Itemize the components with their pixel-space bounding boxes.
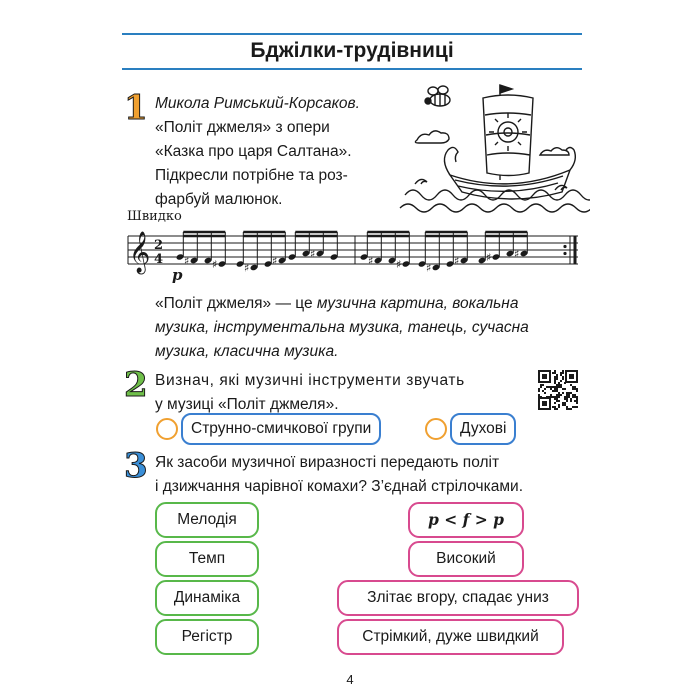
task-3-line-2: і дзижчання чарівної комахи? З’єднай стрілочками. <box>155 478 523 495</box>
qr-cell <box>558 400 560 402</box>
qr-cell <box>542 384 544 386</box>
task-2-text <box>155 369 525 417</box>
qr-cell <box>564 402 566 404</box>
sharp-sign: ♯ <box>514 247 520 261</box>
task-1-line-5: фарбуй малюнок. <box>155 191 283 208</box>
right-item-high[interactable]: Високий <box>408 541 524 577</box>
qr-cell <box>558 406 560 408</box>
task-3-line-1: Як засоби музичної виразності передають політ <box>155 454 500 471</box>
qr-cell <box>570 392 572 394</box>
qr-cell <box>554 376 556 378</box>
qr-cell <box>564 388 566 390</box>
option-2-box[interactable]: Духові <box>450 413 516 445</box>
notes-group <box>176 232 529 275</box>
title-top-rule <box>122 33 582 35</box>
qr-cell <box>566 392 568 394</box>
qr-cell <box>554 396 556 398</box>
qr-cell <box>558 384 560 386</box>
sharp-sign: ♯ <box>212 258 218 271</box>
qr-cell <box>576 390 578 392</box>
sharp-sign: ♯ <box>454 254 460 268</box>
option-1-box[interactable]: Струнно-смичкової групи <box>181 413 381 445</box>
qr-cell <box>542 390 544 392</box>
qr-cell <box>556 400 558 402</box>
qr-cell <box>576 402 578 404</box>
qr-cell <box>564 398 566 400</box>
qr-cell <box>566 394 568 396</box>
qr-cell <box>566 398 568 400</box>
qr-cell <box>566 400 568 402</box>
qr-cell <box>570 408 572 410</box>
qr-cell <box>550 388 552 390</box>
qr-cell <box>572 386 574 388</box>
bee-icon <box>425 86 450 106</box>
qr-cell <box>570 400 572 402</box>
task-1-line-2 <box>155 116 395 140</box>
task-2-number: 2 <box>124 365 148 405</box>
qr-cell <box>544 392 546 394</box>
qr-cell <box>568 394 570 396</box>
options-line-2[interactable]: музика, інструментальна музика, танець, сучасна <box>155 319 529 336</box>
qr-cell <box>554 398 556 400</box>
qr-cell <box>552 372 554 374</box>
qr-cell <box>566 406 568 408</box>
qr-cell <box>552 406 554 408</box>
sharp-sign: ♯ <box>486 251 492 264</box>
qr-cell <box>556 396 558 398</box>
qr-cell <box>546 386 548 388</box>
qr-cell <box>556 376 558 378</box>
sharp-sign: ♯ <box>426 261 432 275</box>
task-1-line-4: Підкресли потрібне та роз- <box>155 167 348 184</box>
time-signature-top: 2 <box>154 238 164 253</box>
qr-cell <box>552 386 554 388</box>
qr-cell <box>554 378 556 380</box>
option-1-radio[interactable] <box>156 418 178 440</box>
qr-cell <box>564 396 566 398</box>
qr-cell <box>554 388 556 390</box>
qr-cell <box>576 388 578 390</box>
task-1-text <box>155 92 395 212</box>
qr-cell <box>576 398 578 400</box>
left-item-melody[interactable]: Мелодія <box>155 502 259 538</box>
qr-cell <box>562 370 564 372</box>
options-prefix: «Політ джмеля» — це <box>155 295 317 312</box>
qr-cell <box>554 390 556 392</box>
qr-cell <box>540 386 542 388</box>
qr-cell <box>570 398 572 400</box>
qr-cell <box>554 386 556 388</box>
left-item-register[interactable]: Регістр <box>155 619 259 655</box>
options-line-3[interactable]: музика, класична музика. <box>155 343 339 360</box>
qr-cell <box>558 396 560 398</box>
left-item-dynamics[interactable]: Динаміка <box>155 580 259 616</box>
qr-cell <box>570 384 572 386</box>
qr-cell <box>550 386 552 388</box>
right-item-swift[interactable]: Стрімкий, дуже швидкий <box>337 619 564 655</box>
right-item-dynamics-pattern[interactable]: p < f > p <box>408 502 524 538</box>
qr-cell <box>572 394 574 396</box>
qr-cell <box>574 406 576 408</box>
qr-cell <box>550 394 552 396</box>
qr-cell <box>562 376 564 378</box>
option-2-radio[interactable] <box>425 418 447 440</box>
qr-cell <box>554 406 556 408</box>
page-number: 4 <box>346 672 354 687</box>
qr-cell <box>568 408 570 410</box>
qr-cell <box>556 374 558 376</box>
qr-code-icon[interactable] <box>538 370 578 410</box>
qr-cell <box>558 386 560 388</box>
qr-cell <box>566 408 568 410</box>
qr-cell <box>558 392 560 394</box>
task-1-number: 1 <box>124 88 148 128</box>
right-item-rises-falls[interactable]: Злітає вгору, спадає униз <box>337 580 579 616</box>
title-bottom-rule <box>122 68 582 70</box>
composer-line: Микола Римський-Корсаков. <box>155 95 360 112</box>
qr-cell <box>566 396 568 398</box>
qr-cell <box>574 388 576 390</box>
qr-cell <box>558 404 560 406</box>
qr-cell <box>552 390 554 392</box>
qr-cell <box>556 386 558 388</box>
task-2-line-2: у музиці «Політ джмеля». <box>155 396 339 413</box>
qr-cell <box>556 384 558 386</box>
qr-cell <box>556 378 558 380</box>
qr-cell <box>574 394 576 396</box>
task-3-number: 3 <box>124 446 148 486</box>
music-staff <box>122 218 584 288</box>
qr-cell <box>556 394 558 396</box>
qr-cell <box>562 404 564 406</box>
qr-cell <box>562 388 564 390</box>
task-1-line-2-text: «Політ джмеля» з опери <box>155 119 330 136</box>
qr-cell <box>552 396 554 398</box>
sharp-sign: ♯ <box>244 261 250 275</box>
qr-cell <box>540 384 542 386</box>
sharp-sign: ♯ <box>310 247 316 261</box>
qr-cell <box>560 380 562 382</box>
qr-cell <box>560 374 562 376</box>
treble-clef-icon: 𝄞 <box>129 232 151 273</box>
qr-cell <box>556 398 558 400</box>
task-2-line-1-text: Визнач, які музичні інструменти звучать <box>155 372 465 389</box>
qr-cell <box>574 386 576 388</box>
qr-cell <box>554 380 556 382</box>
qr-cell <box>568 392 570 394</box>
qr-cell <box>562 402 564 404</box>
qr-cell <box>554 372 556 374</box>
task-2-line-1 <box>155 369 525 393</box>
qr-cell <box>554 370 556 372</box>
qr-cell <box>560 394 562 396</box>
qr-cell <box>556 390 558 392</box>
qr-cell <box>562 378 564 380</box>
qr-cell <box>556 388 558 390</box>
page-title: Бджілки-трудівниці <box>250 39 454 62</box>
qr-cell <box>538 394 540 396</box>
sharp-sign: ♯ <box>184 254 190 268</box>
qr-cell <box>572 396 574 398</box>
qr-cell <box>562 372 564 374</box>
qr-cell <box>576 400 578 402</box>
qr-cell <box>554 402 556 404</box>
qr-cell <box>544 388 546 390</box>
qr-cell <box>576 406 578 408</box>
qr-cell <box>556 408 558 410</box>
qr-cell <box>574 396 576 398</box>
qr-cell <box>572 406 574 408</box>
task-1-line-3: «Казка про царя Салтана». <box>155 143 352 160</box>
qr-cell <box>572 388 574 390</box>
qr-cell <box>554 408 556 410</box>
dynamic-marking: p <box>172 266 183 284</box>
qr-cell <box>538 388 540 390</box>
qr-cell <box>560 386 562 388</box>
ship-coloring-illustration[interactable] <box>395 80 590 220</box>
options-line-1-choices[interactable]: музична картина, вокальна <box>316 295 519 312</box>
qr-cell <box>562 392 564 394</box>
options-line-1[interactable] <box>155 292 575 316</box>
task-3-text <box>155 451 580 499</box>
qr-cell <box>564 404 566 406</box>
qr-cell <box>548 386 550 388</box>
time-signature-bottom: 4 <box>154 252 164 267</box>
tempo-marking: Швидко <box>127 209 182 224</box>
qr-cell <box>568 396 570 398</box>
task-1-options <box>155 292 575 364</box>
sharp-sign: ♯ <box>396 258 402 271</box>
left-item-tempo[interactable]: Темп <box>155 541 259 577</box>
qr-cell <box>558 382 560 384</box>
sharp-sign: ♯ <box>368 254 374 268</box>
qr-cell <box>560 384 562 386</box>
qr-cell <box>538 390 540 392</box>
qr-cell <box>560 372 562 374</box>
qr-cell <box>576 396 578 398</box>
qr-cell <box>574 400 576 402</box>
sharp-sign: ♯ <box>272 254 278 268</box>
qr-cell <box>554 382 556 384</box>
qr-cell <box>558 394 560 396</box>
